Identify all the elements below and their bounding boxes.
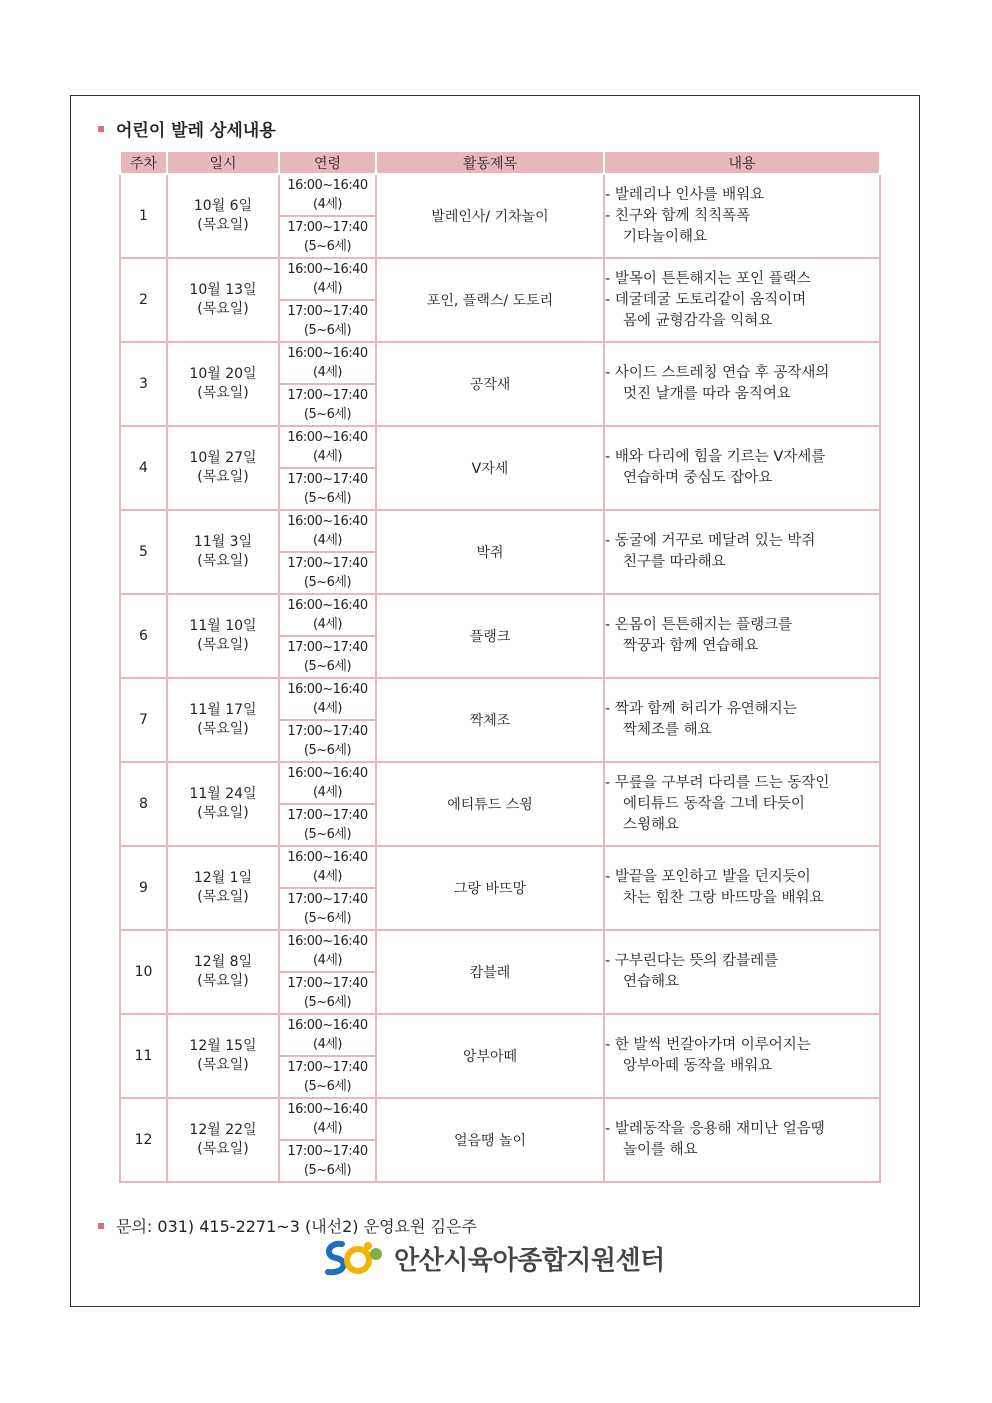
content-line (605, 815, 879, 836)
time-slot-4yo (279, 678, 376, 720)
time-slot-4yo-time: 16:00~16:40 (287, 346, 368, 361)
time-slot-4yo-time: 16:00~16:40 (287, 934, 368, 949)
contact-footer (98, 1214, 477, 1237)
time-slot-4yo-age: (4세) (313, 533, 342, 548)
column-header-age: 연령 (279, 151, 376, 174)
week-number: 3 (120, 342, 167, 426)
time-slot-5-6yo (279, 636, 376, 678)
time-slot-5-6yo-age: (5~6세) (303, 827, 352, 842)
activity-content (604, 342, 880, 426)
activity-title: 그랑 바뜨망 (376, 846, 604, 930)
session-date-weekday: (목요일) (197, 217, 249, 233)
time-slot-4yo (279, 1014, 376, 1056)
center-logo-icon (320, 1238, 386, 1278)
content-line-text: 놀이를 해요 (623, 1142, 698, 1158)
time-slot-5-6yo (279, 468, 376, 510)
time-slot-5-6yo-time: 17:00~17:40 (287, 1144, 368, 1159)
content-line (605, 206, 879, 227)
section-heading-text: 어린이 발레 상세내용 (116, 121, 276, 141)
time-slot-5-6yo-time: 17:00~17:40 (287, 472, 368, 487)
activity-content (604, 1098, 880, 1182)
content-line-text: 연습해요 (623, 974, 680, 990)
table-row (120, 1098, 880, 1140)
session-date (167, 342, 279, 426)
activity-content (604, 510, 880, 594)
time-slot-4yo-time: 16:00~16:40 (287, 262, 368, 277)
column-header-date: 일시 (167, 151, 279, 174)
content-line (605, 269, 879, 290)
time-slot-5-6yo (279, 1140, 376, 1182)
week-number: 2 (120, 258, 167, 342)
content-line (605, 1140, 879, 1161)
activity-title: 플랭크 (376, 594, 604, 678)
table-row (120, 846, 880, 888)
time-slot-5-6yo (279, 300, 376, 342)
week-number: 6 (120, 594, 167, 678)
time-slot-4yo (279, 426, 376, 468)
session-date-day: 10월 20일 (189, 366, 257, 382)
session-date (167, 426, 279, 510)
session-date-weekday: (목요일) (197, 805, 249, 821)
week-number: 11 (120, 1014, 167, 1098)
time-slot-4yo-time: 16:00~16:40 (287, 514, 368, 529)
content-line-text: 연습하며 중심도 잡아요 (623, 470, 773, 486)
time-slot-5-6yo (279, 720, 376, 762)
time-slot-5-6yo-time: 17:00~17:40 (287, 388, 368, 403)
activity-title: 포인, 플랙스/ 도토리 (376, 258, 604, 342)
content-line (605, 227, 879, 248)
table-row (120, 174, 880, 216)
time-slot-4yo-age: (4세) (313, 701, 342, 716)
time-slot-5-6yo (279, 552, 376, 594)
week-number: 5 (120, 510, 167, 594)
session-date (167, 258, 279, 342)
time-slot-4yo (279, 174, 376, 216)
time-slot-5-6yo-time: 17:00~17:40 (287, 304, 368, 319)
time-slot-4yo-age: (4세) (313, 869, 342, 884)
bullet-icon (98, 126, 104, 132)
session-date-weekday: (목요일) (197, 1057, 249, 1073)
time-slot-4yo-age: (4세) (313, 1037, 342, 1052)
content-line-text: - 배와 다리에 힘을 기르는 V자세를 (605, 449, 826, 465)
content-line-text: 기타놀이해요 (623, 228, 708, 245)
time-slot-4yo-time: 16:00~16:40 (287, 598, 368, 613)
session-date-weekday: (목요일) (197, 385, 249, 401)
session-date-day: 11월 3일 (193, 534, 253, 550)
time-slot-5-6yo-age: (5~6세) (303, 1163, 352, 1178)
content-line-text: - 발레동작을 응용해 재미난 얼음땡 (605, 1121, 825, 1137)
session-date-day: 11월 24일 (189, 786, 257, 802)
content-line (605, 636, 879, 657)
session-date (167, 846, 279, 930)
time-slot-4yo-time: 16:00~16:40 (287, 1018, 368, 1033)
week-number: 8 (120, 762, 167, 846)
content-line (605, 185, 879, 206)
time-slot-5-6yo (279, 888, 376, 930)
content-line-text: 친구를 따라해요 (623, 554, 726, 570)
session-date (167, 1098, 279, 1182)
activity-title: 발레인사/ 기차놀이 (376, 174, 604, 258)
week-number: 7 (120, 678, 167, 762)
time-slot-5-6yo (279, 216, 376, 258)
content-line (605, 615, 879, 636)
column-header-content: 내용 (604, 151, 880, 174)
content-line-text: 차는 힘찬 그랑 바뜨망을 배워요 (623, 890, 824, 906)
activity-content (604, 762, 880, 846)
time-slot-5-6yo (279, 804, 376, 846)
activity-content (604, 174, 880, 258)
content-line-text: 몸에 균형감각을 익혀요 (623, 312, 773, 329)
table-row (120, 426, 880, 468)
session-date-weekday: (목요일) (197, 301, 249, 317)
table-row (120, 510, 880, 552)
content-line-text: - 사이드 스트레칭 연습 후 공작새의 (605, 365, 830, 381)
time-slot-4yo-time: 16:00~16:40 (287, 850, 368, 865)
session-date (167, 510, 279, 594)
center-logo-text: 안산시육아종합지원센터 (394, 1245, 665, 1276)
content-line-text: - 한 발씩 번갈아가며 이루어지는 (605, 1037, 811, 1053)
time-slot-5-6yo-time: 17:00~17:40 (287, 892, 368, 907)
time-slot-5-6yo-time: 17:00~17:40 (287, 724, 368, 739)
session-date (167, 594, 279, 678)
content-line (605, 951, 879, 972)
content-line (605, 888, 879, 909)
session-date-weekday: (목요일) (197, 889, 249, 905)
time-slot-4yo (279, 510, 376, 552)
table-row (120, 1014, 880, 1056)
time-slot-5-6yo-age: (5~6세) (303, 239, 352, 254)
content-line (605, 794, 879, 815)
table-row (120, 678, 880, 720)
activity-title: 공작새 (376, 342, 604, 426)
activity-content (604, 1014, 880, 1098)
activity-content (604, 930, 880, 1014)
session-date-day: 12월 15일 (189, 1038, 257, 1054)
session-date-day: 10월 27일 (189, 450, 257, 466)
time-slot-4yo-time: 16:00~16:40 (287, 178, 368, 193)
session-date (167, 1014, 279, 1098)
week-number: 4 (120, 426, 167, 510)
session-date-weekday: (목요일) (197, 973, 249, 989)
session-date-day: 11월 10일 (189, 618, 257, 634)
section-heading (98, 116, 276, 141)
content-line-text: - 무릎을 구부려 다리를 드는 동작인 (605, 774, 830, 791)
table-header-row (120, 151, 880, 174)
session-date-weekday: (목요일) (197, 553, 249, 569)
time-slot-4yo-time: 16:00~16:40 (287, 766, 368, 781)
session-date (167, 762, 279, 846)
content-line (605, 699, 879, 720)
table-row (120, 594, 880, 636)
time-slot-4yo-age: (4세) (313, 785, 342, 800)
time-slot-4yo (279, 846, 376, 888)
time-slot-4yo (279, 342, 376, 384)
activity-title: V자세 (376, 426, 604, 510)
content-line (605, 972, 879, 993)
content-line-text: - 동굴에 거꾸로 메달려 있는 박쥐 (605, 533, 816, 549)
time-slot-5-6yo-age: (5~6세) (303, 575, 352, 590)
content-line-text: - 데굴데굴 도토리같이 움직이며 (605, 291, 807, 308)
activity-content (604, 426, 880, 510)
session-date-day: 12월 1일 (193, 870, 253, 886)
content-line-text: - 발끝을 포인하고 발을 던지듯이 (605, 869, 811, 885)
time-slot-5-6yo-age: (5~6세) (303, 659, 352, 674)
content-line (605, 311, 879, 332)
session-date (167, 930, 279, 1014)
content-line (605, 468, 879, 489)
time-slot-5-6yo-time: 17:00~17:40 (287, 1060, 368, 1075)
activity-content (604, 846, 880, 930)
activity-title: 박쥐 (376, 510, 604, 594)
session-date-weekday: (목요일) (197, 469, 249, 485)
activity-title: 앙부아떼 (376, 1014, 604, 1098)
content-line (605, 552, 879, 573)
session-date (167, 174, 279, 258)
time-slot-4yo-time: 16:00~16:40 (287, 682, 368, 697)
session-date-day: 11월 17일 (189, 702, 257, 718)
activity-content (604, 258, 880, 342)
content-line (605, 447, 879, 468)
week-number: 9 (120, 846, 167, 930)
time-slot-5-6yo-time: 17:00~17:40 (287, 640, 368, 655)
center-logo (320, 1238, 665, 1278)
content-line-text: 에티튜드 동작을 그네 타듯이 (623, 795, 805, 812)
session-date-day: 10월 13일 (189, 282, 257, 298)
content-line (605, 1119, 879, 1140)
content-line (605, 531, 879, 552)
table-row (120, 342, 880, 384)
session-date-day: 12월 22일 (189, 1122, 257, 1138)
session-date-weekday: (목요일) (197, 637, 249, 653)
session-date (167, 678, 279, 762)
time-slot-4yo-time: 16:00~16:40 (287, 1102, 368, 1117)
schedule-table (119, 150, 881, 1183)
week-number: 1 (120, 174, 167, 258)
column-header-title: 활동제목 (376, 151, 604, 174)
time-slot-5-6yo-age: (5~6세) (303, 911, 352, 926)
content-line-text: 앙부아떼 동작을 배워요 (623, 1058, 773, 1074)
content-line (605, 290, 879, 311)
time-slot-4yo (279, 258, 376, 300)
activity-content (604, 678, 880, 762)
time-slot-4yo-age: (4세) (313, 1121, 342, 1136)
time-slot-5-6yo-age: (5~6세) (303, 323, 352, 338)
time-slot-4yo-age: (4세) (313, 449, 342, 464)
time-slot-5-6yo-time: 17:00~17:40 (287, 808, 368, 823)
time-slot-4yo-age: (4세) (313, 281, 342, 296)
time-slot-4yo (279, 594, 376, 636)
contact-text: 문의: 031) 415-2271~3 (내선2) 운영요원 김은주 (116, 1217, 477, 1236)
activity-title: 캄블레 (376, 930, 604, 1014)
time-slot-5-6yo-age: (5~6세) (303, 407, 352, 422)
time-slot-5-6yo-time: 17:00~17:40 (287, 976, 368, 991)
bullet-icon (98, 1223, 104, 1229)
activity-title: 짝체조 (376, 678, 604, 762)
time-slot-4yo-age: (4세) (313, 953, 342, 968)
content-line-text: 짝꿍과 함께 연습해요 (623, 638, 759, 654)
time-slot-5-6yo (279, 384, 376, 426)
time-slot-4yo (279, 762, 376, 804)
time-slot-4yo (279, 930, 376, 972)
column-header-week: 주차 (120, 151, 167, 174)
activity-content (604, 594, 880, 678)
activity-title: 에티튜드 스윙 (376, 762, 604, 846)
time-slot-5-6yo-age: (5~6세) (303, 995, 352, 1010)
content-line (605, 363, 879, 384)
week-number: 12 (120, 1098, 167, 1182)
activity-title: 얼음땡 놀이 (376, 1098, 604, 1182)
session-date-day: 12월 8일 (193, 954, 253, 970)
table-row (120, 762, 880, 804)
content-line-text: - 발레리나 인사를 배워요 (605, 186, 765, 203)
time-slot-4yo-age: (4세) (313, 617, 342, 632)
content-line-text: - 발목이 튼튼해지는 포인 플랙스 (605, 270, 811, 287)
content-line-text: - 온몸이 튼튼해지는 플랭크를 (605, 617, 793, 633)
content-line-text: 짝체조를 해요 (623, 722, 712, 738)
time-slot-4yo-age: (4세) (313, 365, 342, 380)
time-slot-4yo-age: (4세) (313, 197, 342, 212)
content-line (605, 384, 879, 405)
content-line (605, 867, 879, 888)
time-slot-5-6yo-age: (5~6세) (303, 1079, 352, 1094)
content-line-text: - 구부린다는 뜻의 캄블레를 (605, 953, 779, 969)
content-line (605, 1035, 879, 1056)
content-line (605, 773, 879, 794)
time-slot-5-6yo (279, 972, 376, 1014)
content-line-text: - 짝과 함께 허리가 유연해지는 (605, 701, 797, 717)
content-line (605, 720, 879, 741)
time-slot-5-6yo-time: 17:00~17:40 (287, 556, 368, 571)
content-line-text: 스윙해요 (623, 816, 680, 833)
time-slot-5-6yo-time: 17:00~17:40 (287, 220, 368, 235)
time-slot-4yo-time: 16:00~16:40 (287, 430, 368, 445)
content-line-text: - 친구와 함께 칙칙폭폭 (605, 207, 751, 224)
session-date-weekday: (목요일) (197, 1141, 249, 1157)
table-row (120, 258, 880, 300)
content-line (605, 1056, 879, 1077)
session-date-day: 10월 6일 (193, 198, 253, 214)
time-slot-4yo (279, 1098, 376, 1140)
week-number: 10 (120, 930, 167, 1014)
time-slot-5-6yo-age: (5~6세) (303, 491, 352, 506)
time-slot-5-6yo (279, 1056, 376, 1098)
time-slot-5-6yo-age: (5~6세) (303, 743, 352, 758)
session-date-weekday: (목요일) (197, 721, 249, 737)
content-line-text: 멋진 날개를 따라 움직여요 (623, 386, 791, 402)
table-row (120, 930, 880, 972)
